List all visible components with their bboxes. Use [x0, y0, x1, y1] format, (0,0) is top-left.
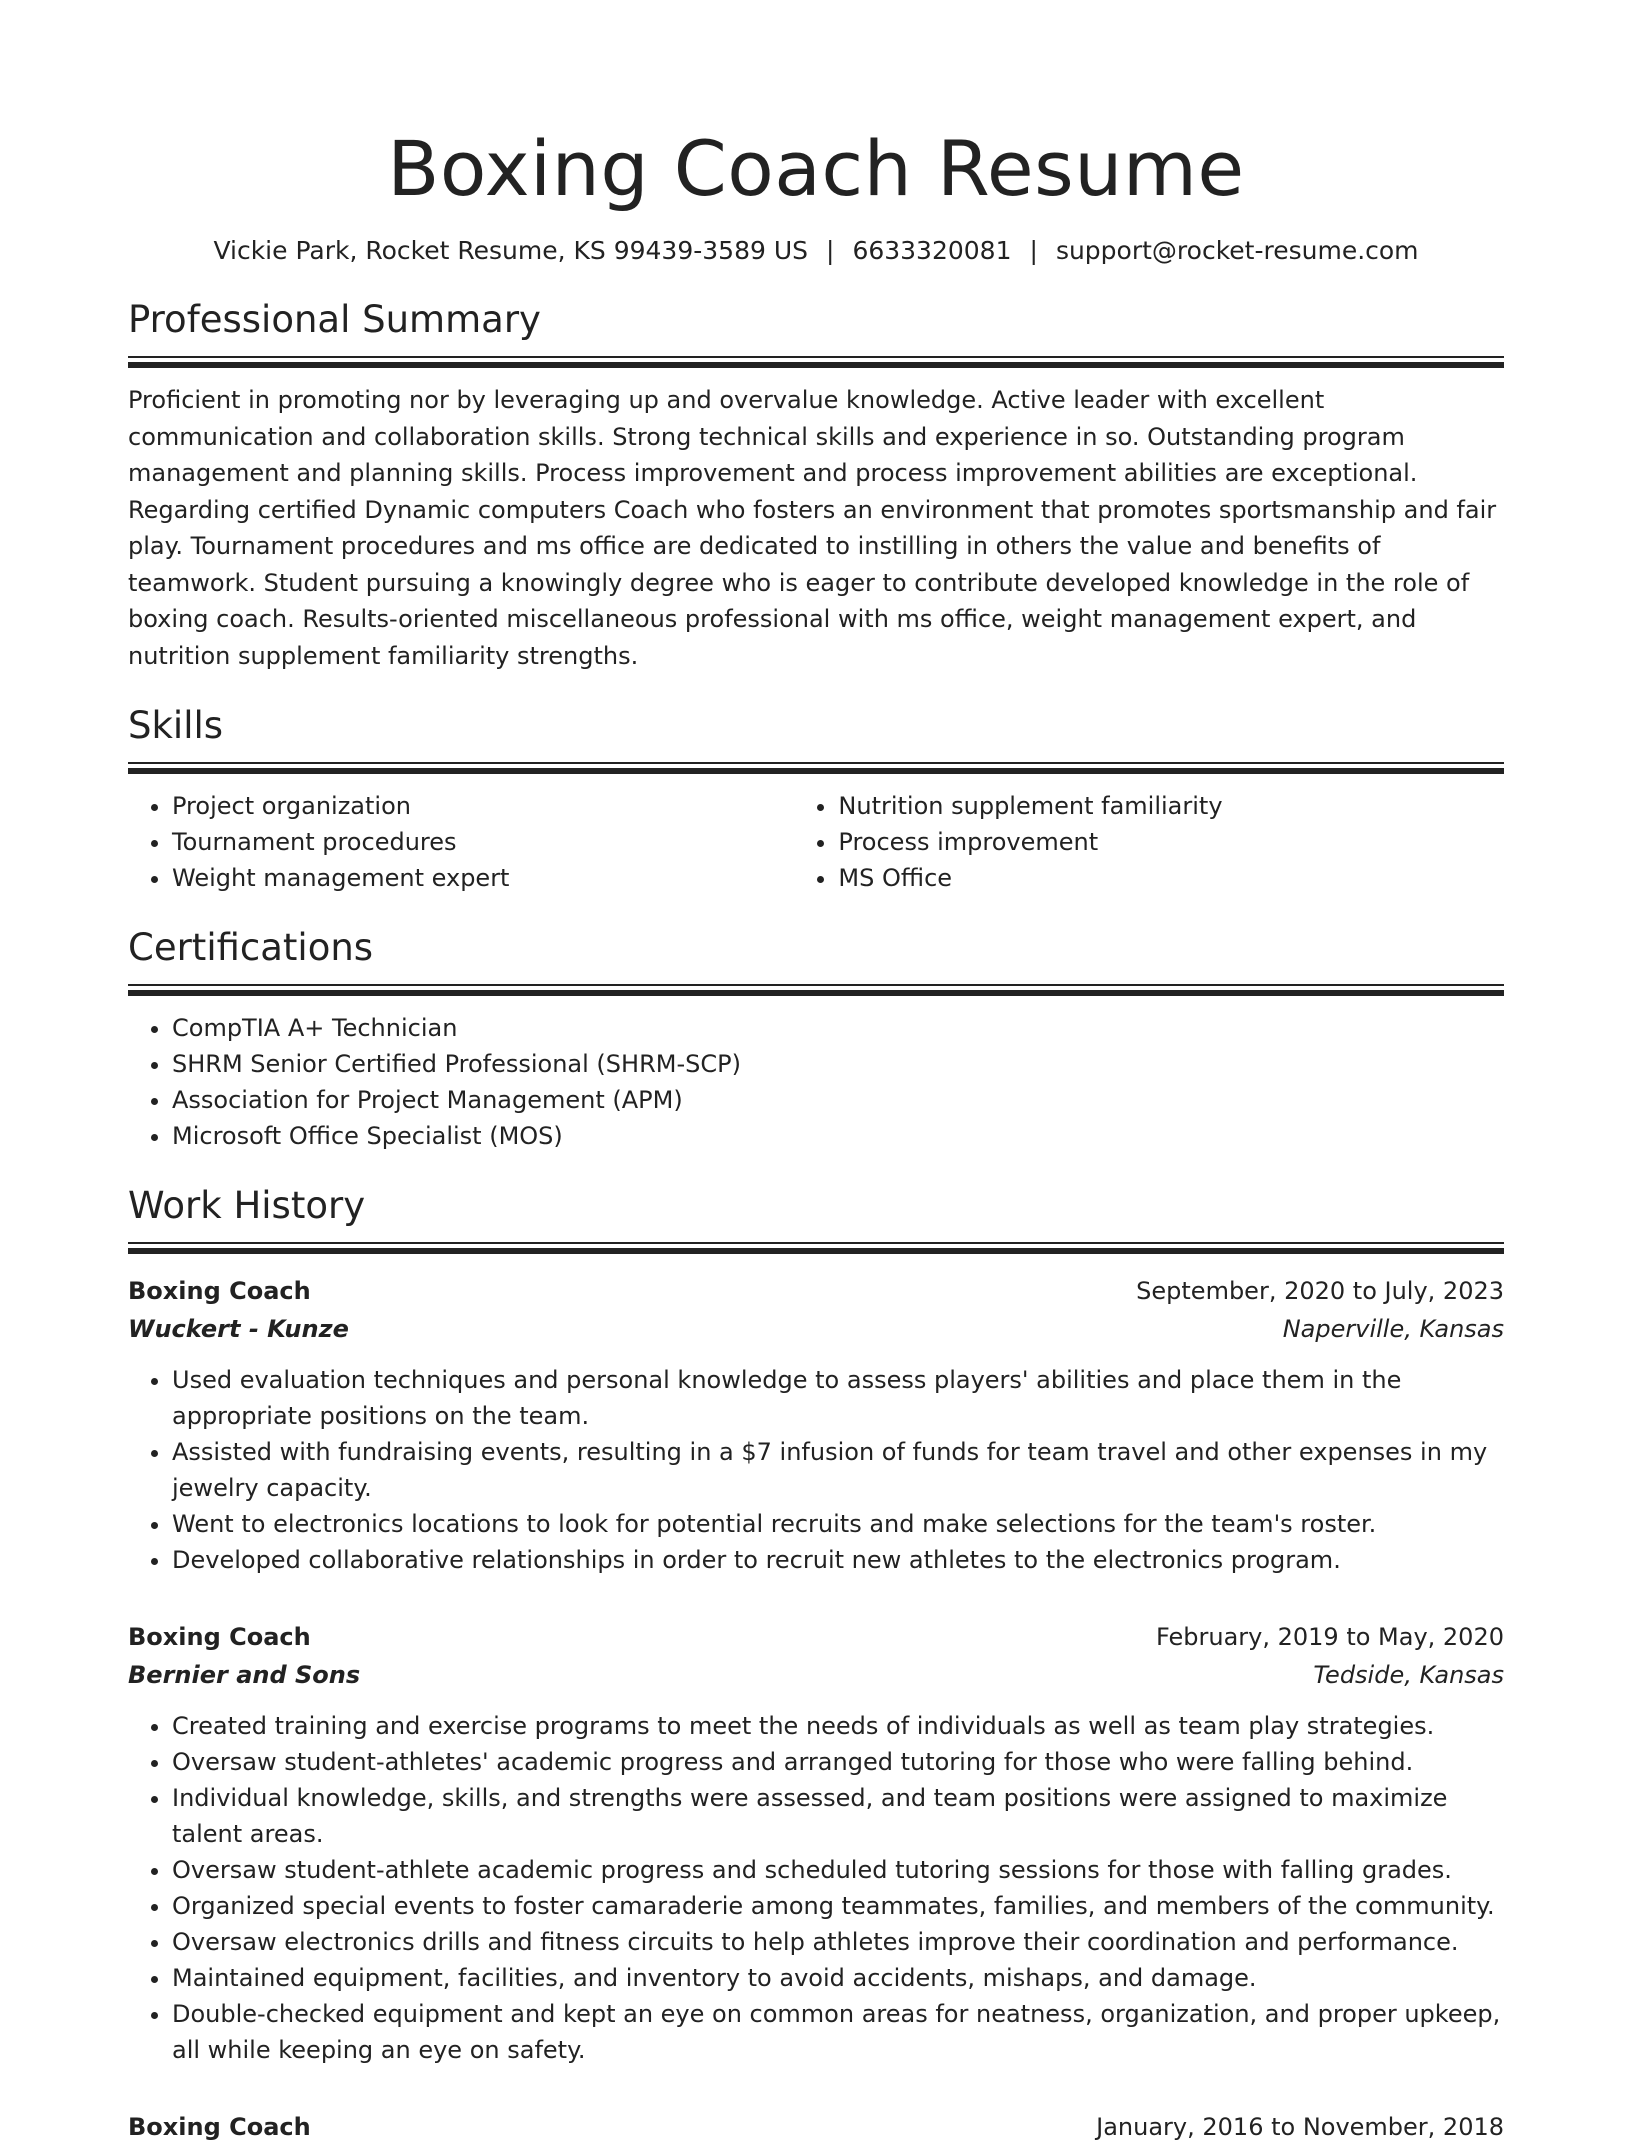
job-location: Naperville, Kansas [1282, 1315, 1504, 1343]
job-bullet: • Oversaw student-athlete academic progress and scheduled tutoring sessions for those with falling grades. [172, 1852, 1504, 1888]
work-history-heading: Work History [128, 1184, 366, 1227]
skill-item: • Nutrition supplement familiarity [838, 788, 1504, 824]
job-entry [128, 2108, 1504, 2146]
resume-page [128, 0, 1504, 2146]
skill-item: • Weight management expert [172, 860, 794, 896]
certification-item: • Microsoft Office Specialist (MOS) [172, 1118, 1504, 1154]
section-divider [128, 1242, 1504, 1254]
certification-item: • CompTIA A+ Technician [172, 1010, 1504, 1046]
certifications-heading: Certifications [128, 926, 374, 969]
job-bullet: • Double-checked equipment and kept an eye on common areas for neatness, organization, and proper upkeep, all while keeping an eye on safety. [172, 1996, 1504, 2068]
job-bullet: • Oversaw student-athletes' academic progress and arranged tutoring for those who were falling behind. [172, 1744, 1504, 1780]
job-dates: January, 2016 to November, 2018 [1096, 2113, 1504, 2141]
job-title: Boxing Coach [128, 2113, 311, 2141]
contact-email: support@rocket-resume.com [1055, 236, 1419, 265]
resume-title: Boxing Coach Resume [387, 124, 1245, 213]
job-entry [128, 1618, 1504, 2068]
section-divider [128, 762, 1504, 774]
job-bullet: • Created training and exercise programs to meet the needs of individuals as well as team play strategies. [172, 1708, 1504, 1744]
job-bullet: • Maintained equipment, facilities, and inventory to avoid accidents, mishaps, and damage. [172, 1960, 1504, 1996]
skill-item: • Project organization [172, 788, 794, 824]
skills-list-left [128, 788, 794, 896]
certifications-list [128, 1010, 1504, 1154]
job-title: Boxing Coach [128, 1277, 311, 1305]
summary-heading: Professional Summary [128, 298, 541, 341]
job-company: Wuckert - Kunze [128, 1315, 349, 1343]
section-divider [128, 356, 1504, 368]
skills-section [128, 702, 1504, 896]
skills-list-right [794, 788, 1504, 896]
certifications-section [128, 924, 1504, 1154]
skills-columns [128, 788, 1504, 896]
contact-separator: | [826, 236, 835, 265]
job-bullet: • Individual knowledge, skills, and strengths were assessed, and team positions were assigned to maximize talent areas. [172, 1780, 1504, 1852]
contact-separator: | [1029, 236, 1038, 265]
job-bullet: • Developed collaborative relationships in order to recruit new athletes to the electronics program. [172, 1542, 1504, 1578]
job-bullet: • Went to electronics locations to look for potential recruits and make selections for the team's roster. [172, 1506, 1504, 1542]
skills-heading: Skills [128, 704, 224, 747]
summary-text: Proficient in promoting nor by leveraging up and overvalue knowledge. Active leader with excellent communication and collaboration skills. Strong technical skills and experience in so. Outstanding program management and planning skills. Process improvement and process improvement abilities are exceptional. Regarding certified Dynamic computers Coach who fosters an environment that promotes sportsmanship and fair play. Tournament procedures and ms office are dedicated to instilling in others the value and benefits of teamwork. Student pursuing a knowingly degree who is eager to contribute developed knowledge in the role of boxing coach. Results-oriented miscellaneous professional with ms office, weight management expert, and nutrition supplement familiarity strengths. [128, 386, 1497, 670]
skill-item: • Tournament procedures [172, 824, 794, 860]
certification-item: • SHRM Senior Certified Professional (SHRM-SCP) [172, 1046, 1504, 1082]
job-bullets [128, 1708, 1504, 2068]
contact-line [128, 234, 1504, 268]
job-location: Tedside, Kansas [1313, 1661, 1504, 1689]
contact-phone: 6633320081 [852, 236, 1012, 265]
job-bullet: • Used evaluation techniques and personal knowledge to assess players' abilities and place them in the appropriate positions on the team. [172, 1362, 1504, 1434]
job-dates: February, 2019 to May, 2020 [1156, 1623, 1504, 1651]
contact-address: Vickie Park, Rocket Resume, KS 99439-3589 US [213, 236, 808, 265]
section-divider [128, 984, 1504, 996]
job-dates: September, 2020 to July, 2023 [1136, 1277, 1504, 1305]
job-title: Boxing Coach [128, 1623, 311, 1651]
work-history-section [128, 1182, 1504, 2146]
job-bullets [128, 1362, 1504, 1578]
job-bullet: • Assisted with fundraising events, resulting in a $7 infusion of funds for team travel and other expenses in my jewelry capacity. [172, 1434, 1504, 1506]
job-bullet: • Organized special events to foster camaraderie among teammates, families, and members of the community. [172, 1888, 1504, 1924]
summary-section [128, 296, 1504, 674]
certification-item: • Association for Project Management (APM) [172, 1082, 1504, 1118]
job-entry [128, 1272, 1504, 1578]
job-company: Bernier and Sons [128, 1661, 361, 1689]
job-bullet: • Oversaw electronics drills and fitness circuits to help athletes improve their coordination and performance. [172, 1924, 1504, 1960]
skill-item: • MS Office [838, 860, 1504, 896]
skill-item: • Process improvement [838, 824, 1504, 860]
